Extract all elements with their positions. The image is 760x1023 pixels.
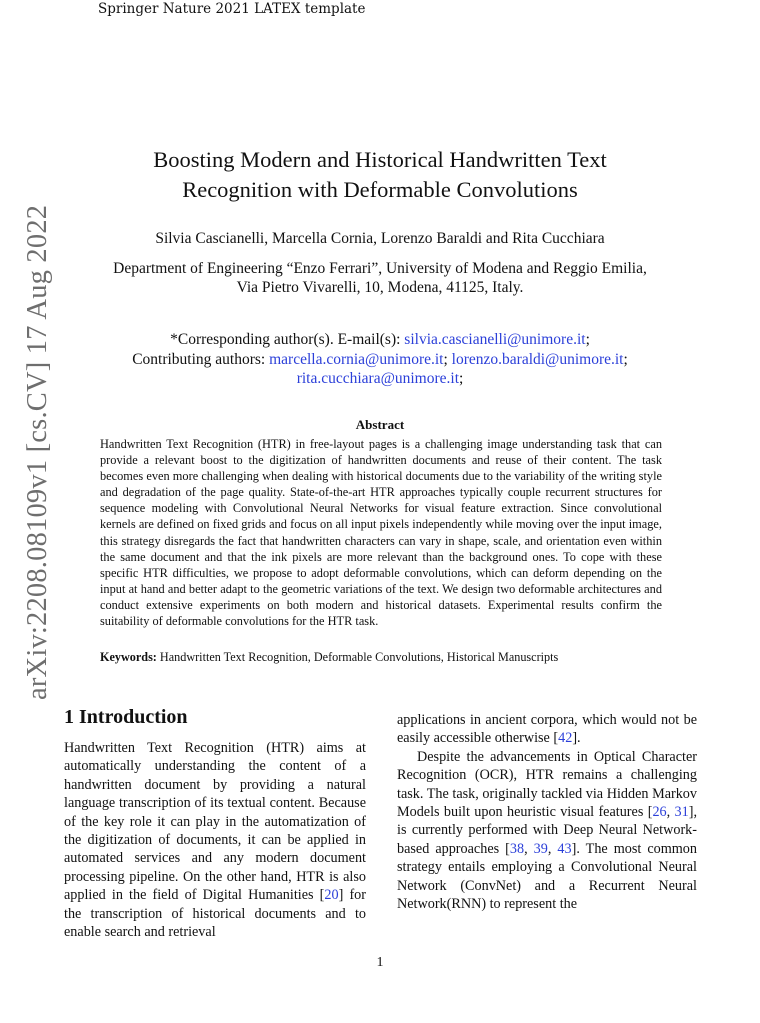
- running-header: Springer Nature 2021 LATEX template: [98, 1, 366, 17]
- page-number: 1: [376, 955, 384, 970]
- semicolon: ;: [443, 350, 448, 368]
- citation-link-38[interactable]: 38: [509, 840, 525, 857]
- paper-title: [100, 145, 660, 205]
- section-heading-introduction: 1 Introduction: [64, 706, 188, 728]
- intro-paragraph-continued: [397, 711, 697, 748]
- citation-link-42[interactable]: 42: [558, 730, 573, 747]
- text-run: ], is currently performed with Deep Neural Network-based approaches [: [397, 804, 697, 857]
- separator: ,: [524, 840, 534, 857]
- semicolon: ;: [459, 370, 464, 387]
- keywords: [100, 650, 662, 665]
- abstract-heading: Abstract: [355, 417, 405, 432]
- keywords-text: Handwritten Text Recognition, Deformable Convolutions, Historical Manuscripts: [156, 650, 559, 664]
- contact-block: [60, 330, 700, 389]
- separator: ,: [547, 840, 558, 857]
- author-list: Silvia Cascianelli, Marcella Cornia, Lorenzo Baraldi and Rita Cucchiara: [155, 230, 605, 247]
- email-link-cornia[interactable]: marcella.cornia@unimore.it: [269, 350, 444, 368]
- email-link-baraldi[interactable]: lorenzo.baraldi@unimore.it: [451, 350, 624, 368]
- corresponding-label: *Corresponding author(s). E-mail(s):: [170, 331, 405, 348]
- citation-link-26[interactable]: 26: [652, 804, 667, 821]
- contributing-line-2: [60, 369, 700, 389]
- text-run: Despite the advancements in Optical Character Recognition (OCR), HTR remains a challenging task. The task, originally tackled via Hidden Markov Models built upon heuristic visual features [: [397, 748, 697, 821]
- keywords-label: Keywords:: [100, 650, 157, 664]
- separator: ,: [666, 804, 675, 821]
- arxiv-stamp: arXiv:2208.08109v1 [cs.CV] 17 Aug 2022: [22, 204, 53, 700]
- citation-link-43[interactable]: 43: [557, 840, 572, 857]
- citation-link-31[interactable]: 31: [674, 804, 689, 821]
- text-run: ] for the transcription of historical documents and to enable search and retrieval: [64, 887, 366, 941]
- semicolon: ;: [623, 350, 628, 368]
- citation-link-20[interactable]: 20: [324, 887, 339, 904]
- abstract-text: Handwritten Text Recognition (HTR) in free-layout pages is a challenging image understanding task that can provide a relevant boost to the digitization of handwritten documents and reuse of their content. The task becomes even more challenging when dealing with historical documents due to the variability of the writing style and degradation of the page quality. State-of-the-art HTR approaches typically couple recurrent structures for sequence modeling with Convolutional Neural Networks for visual feature extraction. Since convolutional kernels are defined on fixed grids and focus on all input pixels independently while moving over the input image, this strategy disregards the fact that handwritten characters can vary in shape, scale, and orientation even within the same document and that the ink pixels are more relevant than the background ones. To cope with these specific HTR difficulties, we propose to adopt deformable convolutions, which can deform depending on the input at hand and better adapt to the geometric variations of the text. We design two deformable architectures and conduct extensive experiments on both modern and historical datasets. Experimental results confirm the suitability of deformable convolutions for the HTR task.: [100, 437, 662, 629]
- contributing-line: [60, 350, 700, 370]
- title-line-2: Recognition with Deformable Convolutions: [182, 177, 578, 202]
- intro-paragraph-2: [397, 748, 697, 914]
- email-link-cucchiara[interactable]: rita.cucchiara@unimore.it: [296, 370, 459, 387]
- citation-link-39[interactable]: 39: [533, 840, 548, 857]
- text-run: ]. The most common strategy entails employing a Convolutional Neural Network (ConvNet) and a Recurrent Neural Network(RNN) to represent the: [397, 840, 697, 913]
- contributing-label: Contributing authors:: [132, 350, 270, 368]
- title-line-1: Boosting Modern and Historical Handwritten Text: [153, 147, 607, 172]
- semicolon: ;: [585, 331, 590, 348]
- left-column: [64, 739, 366, 941]
- text-run: ].: [572, 730, 581, 747]
- affiliation-line-2: Via Pietro Vivarelli, 10, Modena, 41125, Italy.: [236, 279, 524, 296]
- affiliation-line-1: Department of Engineering “Enzo Ferrari”, University of Modena and Reggio Emilia,: [113, 260, 647, 277]
- affiliation: [60, 259, 700, 297]
- email-link-cascianelli[interactable]: silvia.cascianelli@unimore.it: [404, 331, 586, 348]
- intro-paragraph-1: [64, 739, 366, 941]
- corresponding-line: [60, 330, 700, 350]
- right-column: [397, 711, 697, 913]
- text-run: Handwritten Text Recognition (HTR) aims at automatically understanding the content of a handwritten document by providing a natural language transcription of its textual content. Because of the key role it can play in the automatization of the digitization of documents, it can be applied in automated services and any modern document processing pipeline. On the other hand, HTR is also applied in the field of Digital Humanities [: [64, 740, 366, 904]
- text-run: applications in ancient corpora, which would not be easily accessible otherwise [: [397, 712, 697, 747]
